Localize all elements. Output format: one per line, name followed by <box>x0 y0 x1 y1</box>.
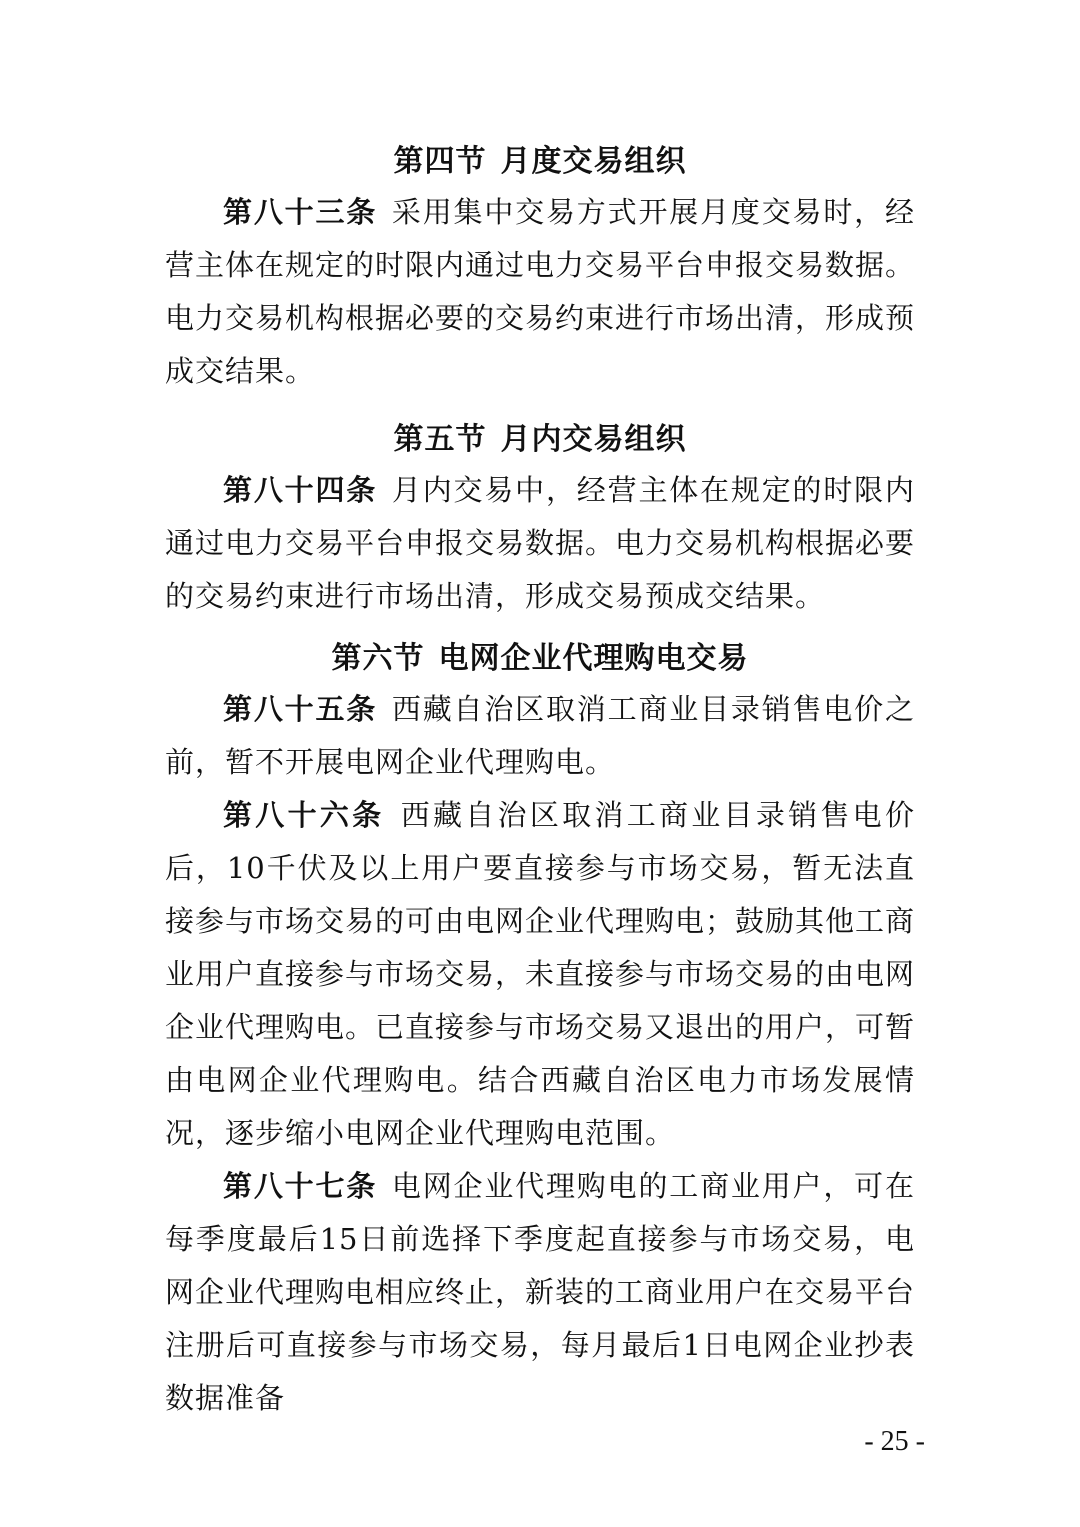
section-number: 第六节 <box>331 641 425 676</box>
article-title: 第八十四条 <box>223 473 378 507</box>
article-body: 月内交易中，经营主体在规定的时限内通过电力交易平台申报交易数据。电力交易机构根据必要的交易约束进行市场出清，形成交易预成交结果。 <box>165 473 916 613</box>
section-5 <box>165 416 915 623</box>
section-4 <box>165 138 915 398</box>
section-gap <box>165 623 915 635</box>
document-content <box>165 138 915 1425</box>
section-title: 月度交易组织 <box>500 144 687 179</box>
section-title: 电网企业代理购电交易 <box>438 641 749 676</box>
article-body: 西藏自治区取消工商业目录销售电价后，10千伏及以上用户要直接参与市场交易，暂无法直接参与市场交易的可由电网企业代理购电；鼓励其他工商业用户直接参与市场交易，未直接参与市场交易的由电网企业代理购电。已直接参与市场交易又退出的用户，可暂由电网企业代理购电。结合西藏自治区电力市场发展情况，逐步缩小电网企业代理购电范围。 <box>165 798 916 1150</box>
section-6 <box>165 635 915 1425</box>
article-85 <box>165 683 915 789</box>
article-title: 第八十五条 <box>223 692 378 726</box>
section-number: 第五节 <box>393 422 487 457</box>
page-number: - 25 - <box>864 1426 925 1457</box>
article-83 <box>165 186 915 398</box>
section-number: 第四节 <box>393 144 487 179</box>
section-heading <box>165 635 915 683</box>
article-86 <box>165 789 915 1160</box>
article-title: 第八十六条 <box>223 798 385 832</box>
article-87 <box>165 1160 915 1425</box>
article-84 <box>165 464 915 623</box>
article-body: 采用集中交易方式开展月度交易时，经营主体在规定的时限内通过电力交易平台申报交易数据。电力交易机构根据必要的交易约束进行市场出清，形成预成交结果。 <box>165 195 916 388</box>
section-title: 月内交易组织 <box>500 422 687 457</box>
section-heading <box>165 416 915 464</box>
article-title: 第八十三条 <box>223 195 378 229</box>
article-body: 西藏自治区取消工商业目录销售电价之前，暂不开展电网企业代理购电。 <box>165 692 915 779</box>
article-title: 第八十七条 <box>223 1169 378 1203</box>
article-body: 电网企业代理购电的工商业用户，可在每季度最后15日前选择下季度起直接参与市场交易，电网企业代理购电相应终止，新装的工商业用户在交易平台注册后可直接参与市场交易，每月最后1日电网企业抄表数据准备 <box>165 1169 916 1415</box>
section-gap <box>165 398 915 416</box>
section-heading <box>165 138 915 186</box>
